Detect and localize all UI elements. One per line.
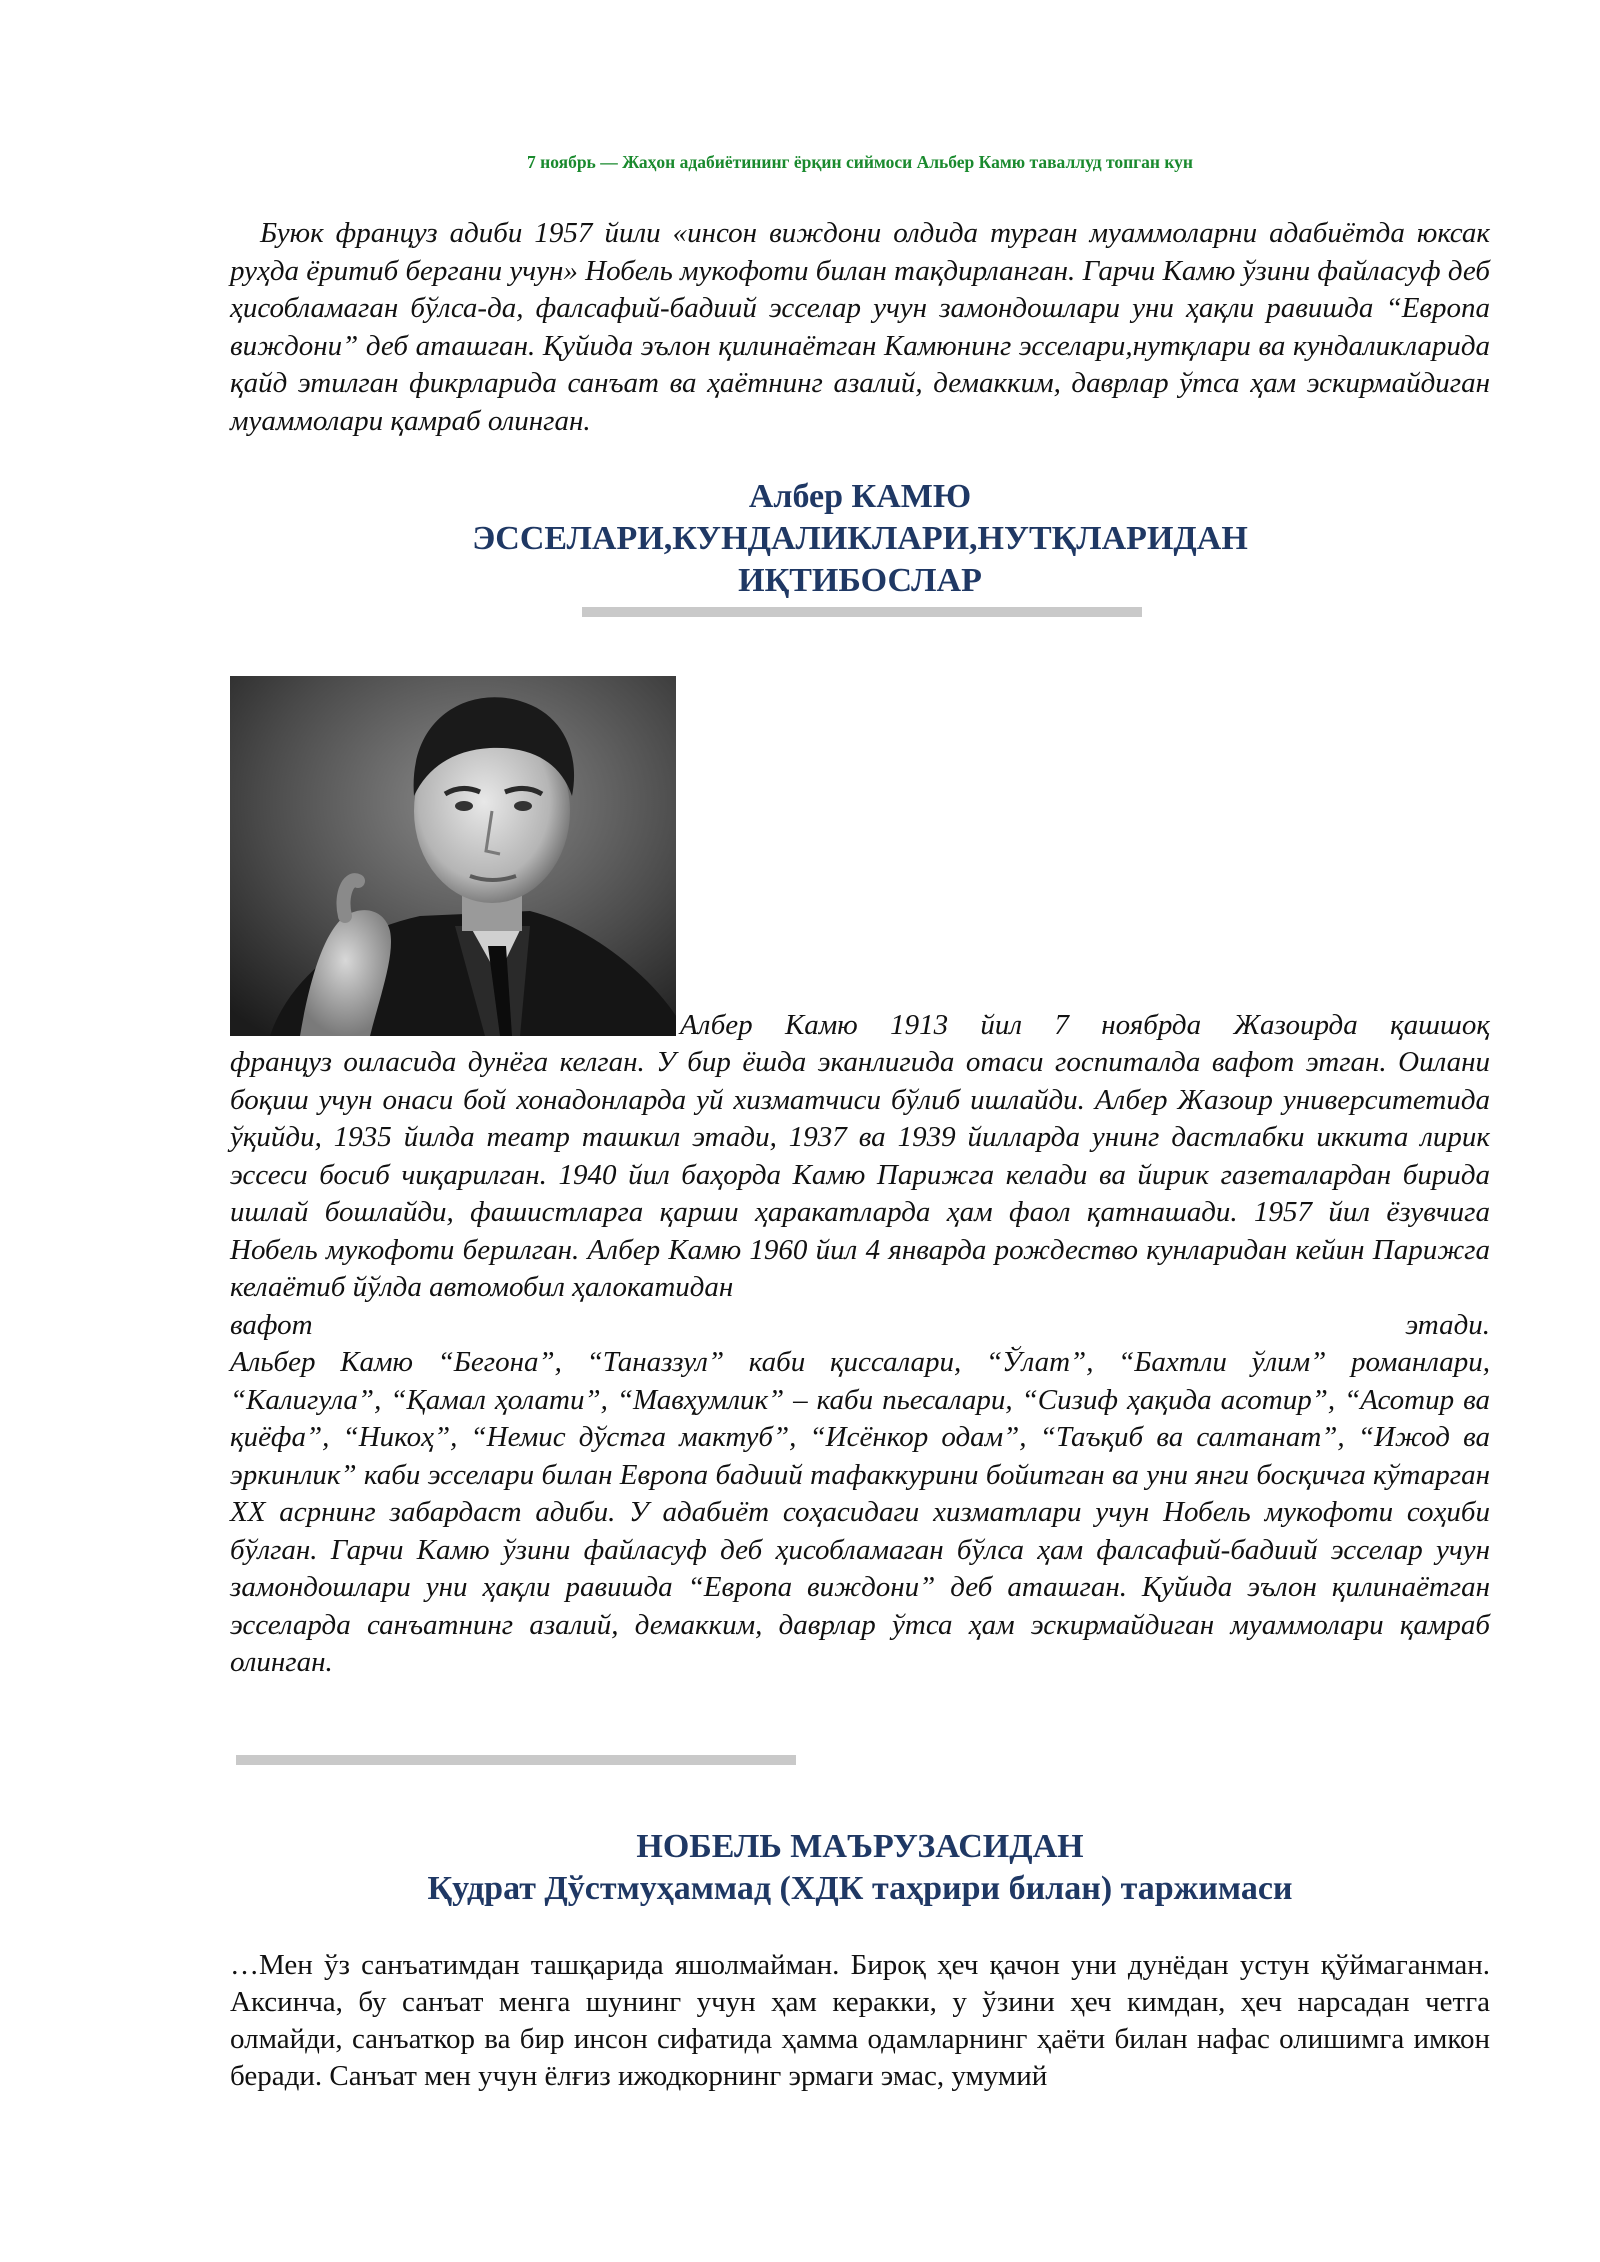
portrait-illustration: [230, 676, 676, 1036]
speech-paragraph: …Мен ўз санъатимдан ташқарида яшолмайман. Бироқ ҳеч қачон уни дунёдан устун қўймаганман. Аксинча, бу санъат менга шунинг учун ҳам керакки, у ўзини ҳеч кимдан, ҳеч нарсадан четга олмайди, санъаткор ва бир инсон сифатида ҳамма одамларнинг ҳаёти билан нафас олишимга имкон беради. Санъат мен учун ёлғиз ижодкорнинг эрмаги эмас, умумий: [230, 1949, 1490, 2092]
author-portrait-photo: [230, 676, 676, 1036]
bio-last-line: [230, 1307, 1490, 1345]
nobel-heading: НОБЕЛЬ МАЪРУЗАСИДАН: [636, 1828, 1084, 1865]
article-title-author: Албер КАМЮ: [748, 478, 972, 515]
bio-last-word-2: этади.: [1405, 1309, 1490, 1341]
article-title-line3: ИҚТИБОСЛАР: [738, 562, 982, 599]
intro-paragraph: Буюк француз адиби 1957 йили «инсон виждони олдида турган муаммоларни адабиётда юксак руҳда ёритиб бергани учун» Нобель мукофоти билан тақдирланган. Гарчи Камю ўзини файласуф деб ҳисобламаган бўлса-да, фалсафий-бадиий эсселар учун замондошлари уни ҳақли равишда “Европа виждони” деб аташган. Қуйида эълон қилинаётган Камюнинг эсселари,нутқлари ва кундаликларида қайд этилган фикрларида санъат ва ҳаётнинг азалий, демакким, даврлар ўтса ҳам эскирмайдиган муаммолари қамраб олинган.: [230, 217, 1490, 437]
bio-last-word-1: вафот: [230, 1309, 313, 1341]
dedication-note: 7 ноябрь — Жаҳон адабиётининг ёрқин сиймоси Альбер Камю таваллуд топган кун: [526, 152, 1193, 172]
bio-paragraph: француз оиласида дунёга келган. У бир ёшда эканлигида отаси госпиталда вафот этган. Оилани боқиш учун онаси бой хонадонларда уй хизматчиси бўлиб ишлайди. Албер Жазоир университетида ўқийди, 1935 йилда театр ташкил этади, 1937 ва 1939 йилларда унинг дастлабки иккита лирик эссеси босиб чиқарилган. 1940 йил баҳорда Камю Парижга келади ва йирик газеталардан бирида ишлай бошлайди, фашистларга қарши ҳаракатларда ҳам фаол қатнашади. 1957 йил ёзувчига Нобель мукофоти берилган. Албер Камю 1960 йил 4 январда рождество кунларидан кейин Парижга келаётиб йўлда автомобил ҳалокатидан: [230, 1046, 1490, 1303]
divider-rule: [236, 1755, 796, 1765]
divider-rule: [582, 607, 1142, 617]
article-title: [230, 476, 1490, 602]
works-paragraph: Альбер Камю “Бегона”, “Таназзул” каби қиссалари, “Ўлат”, “Бахтли ўлим” романлари, “Калигула”, “Қамал ҳолати”, “Мавҳумлик” – каби пьесалари, “Сизиф ҳақида асотир”, “Асотир ва қиёфа”, “Никоҳ”, “Немис дўстга мактуб”, “Исёнкор одам”, “Таъқиб ва салтанат”, “Ижод ва эркинлик” каби эсселари билан Европа бадиий тафаккурини бойитган ва уни янги босқичга кўтарган XX асрнинг забардаст адиби. У адабиёт соҳасидаги хизматлари учун Нобель мукофоти соҳиби бўлган. Гарчи Камю ўзини файласуф деб ҳисобламаган бўлса ҳам фалсафий-бадиий эсселар учун замондошлари уни ҳақли равишда “Европа виждони” деб аташган. Қуйида эълон қилинаётган эсселарда санъатнинг азалий, демакким, даврлар ўтса ҳам эскирмайдиган муаммолари қамраб олинган.: [230, 1346, 1490, 1678]
bio-first-line: Албер Камю 1913 йил 7 ноябрда Жазоирда қашшоқ: [680, 1009, 1490, 1041]
nobel-subheading: Қудрат Дўстмуҳаммад (ХДК таҳрири билан) таржимаси: [427, 1870, 1293, 1907]
nobel-section-heading: [230, 1826, 1490, 1910]
article-title-line2: ЭССЕЛАРИ,КУНДАЛИКЛАРИ,НУТҚЛАРИДАН: [472, 520, 1248, 557]
